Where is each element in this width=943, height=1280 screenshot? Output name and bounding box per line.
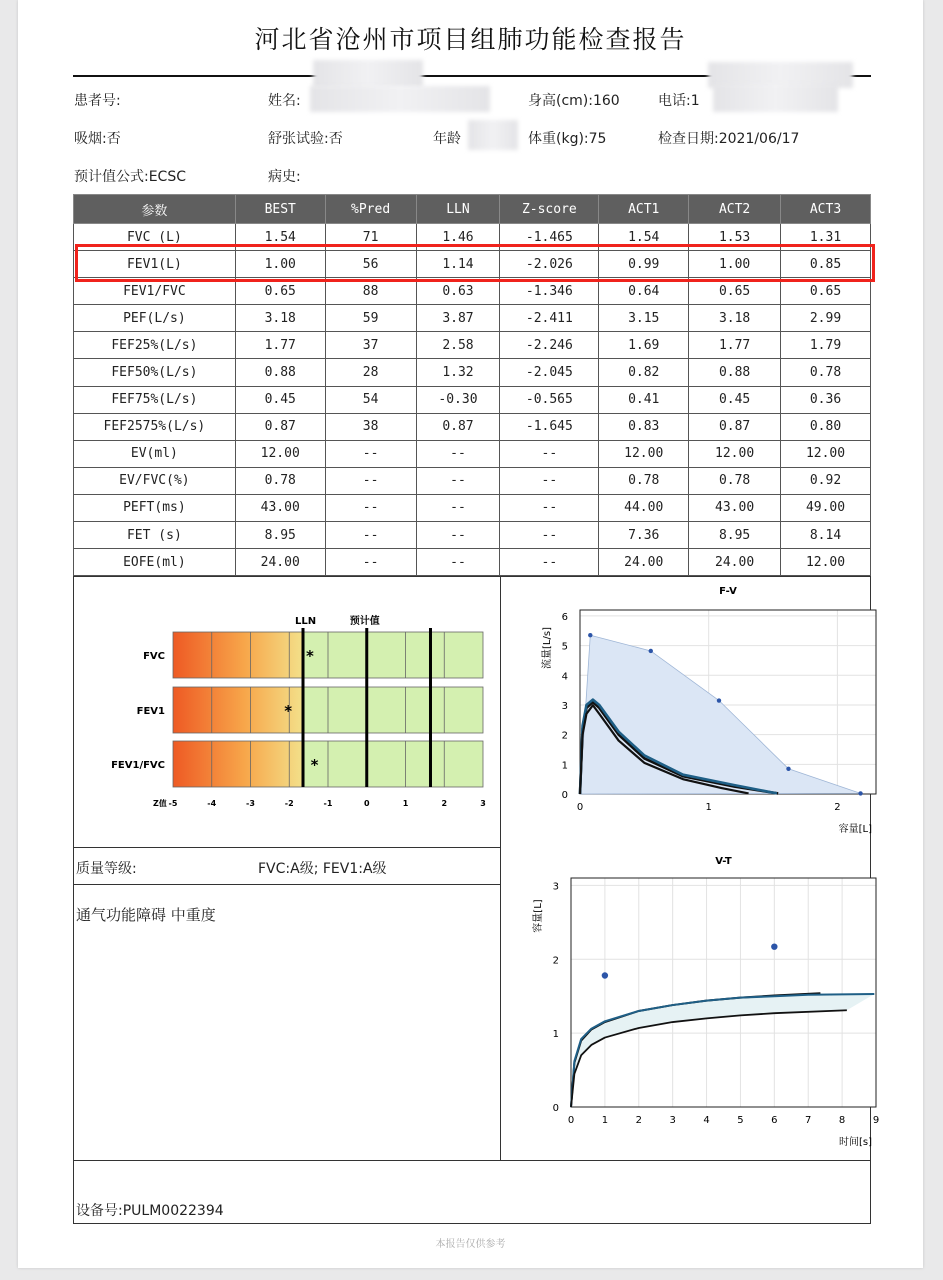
- table-cell: 1.77: [689, 332, 781, 359]
- zscore-marker: *: [310, 756, 319, 774]
- table-cell: 54: [325, 386, 416, 413]
- table-cell: 1.53: [689, 224, 781, 251]
- table-cell: 0.64: [599, 278, 689, 305]
- table-header-cell: %Pred: [325, 195, 416, 224]
- table-cell: --: [325, 522, 416, 549]
- redaction-blur: [468, 120, 518, 150]
- y-tick-label: 3: [552, 881, 559, 893]
- table-cell: --: [416, 522, 500, 549]
- table-cell: 71: [325, 224, 416, 251]
- table-cell: 0.82: [599, 359, 689, 386]
- predicted-point: [717, 698, 721, 702]
- table-cell: 2.99: [781, 305, 871, 332]
- parameter-name-cell: EV(ml): [74, 440, 236, 467]
- predicted-point: [858, 791, 862, 795]
- table-cell: 28: [325, 359, 416, 386]
- table-cell: 59: [325, 305, 416, 332]
- name-label: 姓名:: [268, 93, 301, 109]
- table-row: [74, 332, 871, 359]
- zscore-band-normal: [303, 687, 483, 733]
- x-tick-label: 6: [771, 1115, 778, 1126]
- x-tick-label: 0: [576, 802, 584, 813]
- x-tick-label: 4: [703, 1115, 710, 1126]
- y-tick-label: 1: [561, 760, 568, 772]
- table-cell: --: [416, 549, 500, 576]
- table-cell: -2.411: [500, 305, 599, 332]
- zscore-tick-label: -1: [323, 799, 333, 808]
- predicted-point: [602, 972, 608, 978]
- zscore-marker: *: [284, 702, 293, 720]
- table-cell: 0.65: [689, 278, 781, 305]
- zscore-row-label: FEV1: [136, 706, 165, 717]
- table-cell: --: [500, 467, 599, 494]
- table-header-cell: 参数: [74, 195, 236, 224]
- table-cell: 1.32: [416, 359, 500, 386]
- table-cell: 43.00: [235, 494, 325, 521]
- table-cell: 0.99: [599, 251, 689, 278]
- redaction-blur: [310, 86, 490, 112]
- x-tick-label: 2: [834, 802, 841, 813]
- table-cell: 1.69: [599, 332, 689, 359]
- lln-label: LLN: [295, 616, 317, 627]
- x-tick-label: 1: [705, 802, 712, 813]
- x-tick-label: 3: [669, 1115, 676, 1126]
- device-id: 设备号:PULM0022394: [76, 1203, 224, 1219]
- table-cell: --: [500, 440, 599, 467]
- table-cell: 1.54: [599, 224, 689, 251]
- table-cell: 8.14: [781, 522, 871, 549]
- table-cell: --: [325, 440, 416, 467]
- table-cell: -2.026: [500, 251, 599, 278]
- highlight-box: [75, 244, 875, 282]
- zscore-tick-label: 0: [363, 799, 370, 808]
- conclusion-panel: [73, 884, 501, 1161]
- x-tick-label: 9: [872, 1115, 880, 1126]
- table-cell: --: [500, 549, 599, 576]
- parameter-name-cell: FEV1/FVC: [74, 278, 236, 305]
- predicted-point: [786, 767, 790, 771]
- table-cell: -2.045: [500, 359, 599, 386]
- table-cell: 0.78: [689, 467, 781, 494]
- zscore-tick-label: 3: [480, 799, 486, 808]
- table-cell: 24.00: [689, 549, 781, 576]
- table-cell: 8.95: [235, 522, 325, 549]
- table-cell: 12.00: [599, 440, 689, 467]
- table-row: [74, 494, 871, 521]
- table-cell: 1.00: [689, 251, 781, 278]
- quality-value: FVC:A级; FEV1:A级: [258, 861, 387, 877]
- table-cell: 0.65: [235, 278, 325, 305]
- parameter-name-cell: FEF25%(L/s): [74, 332, 236, 359]
- table-cell: 1.14: [416, 251, 500, 278]
- table-cell: 2.58: [416, 332, 500, 359]
- table-cell: 7.36: [599, 522, 689, 549]
- table-cell: 37: [325, 332, 416, 359]
- y-tick-label: 1: [552, 1029, 559, 1041]
- y-tick-label: 2: [561, 730, 568, 742]
- table-cell: 0.87: [416, 413, 500, 440]
- zscore-tick-label: 2: [441, 799, 448, 808]
- table-cell: 0.41: [599, 386, 689, 413]
- zscore-tick-label: -3: [246, 799, 255, 808]
- y-tick-label: 0: [561, 790, 568, 801]
- table-row: [74, 413, 871, 440]
- y-tick-label: 2: [552, 955, 559, 967]
- fv-chart: [502, 578, 872, 840]
- x-tick-label: 0: [567, 1115, 575, 1126]
- table-cell: 0.83: [599, 413, 689, 440]
- exam-date-field: 检查日期:2021/06/17: [658, 131, 800, 147]
- table-cell: 3.18: [689, 305, 781, 332]
- table-header-row: [74, 195, 871, 224]
- x-tick-label: 5: [737, 1115, 744, 1126]
- table-header-cell: Z-score: [500, 195, 599, 224]
- chart-title: F-V: [719, 586, 737, 597]
- table-cell: 0.45: [235, 386, 325, 413]
- table-row: [74, 440, 871, 467]
- table-header-cell: ACT3: [781, 195, 871, 224]
- quality-label: 质量等级:: [76, 861, 137, 877]
- x-tick-label: 7: [805, 1115, 812, 1126]
- vt-chart: [502, 848, 880, 1154]
- table-cell: --: [416, 440, 500, 467]
- table-cell: 38: [325, 413, 416, 440]
- table-cell: 56: [325, 251, 416, 278]
- x-tick-label: 2: [635, 1115, 642, 1126]
- table-cell: -0.30: [416, 386, 500, 413]
- predicted-point: [771, 944, 777, 950]
- table-cell: --: [325, 494, 416, 521]
- table-row: [74, 305, 871, 332]
- table-header-cell: LLN: [416, 195, 500, 224]
- table-cell: -2.246: [500, 332, 599, 359]
- table-cell: 0.78: [781, 359, 871, 386]
- table-cell: --: [325, 467, 416, 494]
- zscore-band-abnormal: [173, 632, 303, 678]
- footer-note: 本报告仅供参考: [435, 1239, 506, 1250]
- table-cell: 0.88: [235, 359, 325, 386]
- table-cell: 0.36: [781, 386, 871, 413]
- table-cell: 24.00: [599, 549, 689, 576]
- table-cell: 1.00: [235, 251, 325, 278]
- parameter-name-cell: FVC (L): [74, 224, 236, 251]
- history-label: 病史:: [268, 169, 301, 185]
- pred-label: 预计值: [349, 616, 380, 627]
- table-row: [74, 359, 871, 386]
- table-cell: 3.87: [416, 305, 500, 332]
- parameter-name-cell: PEF(L/s): [74, 305, 236, 332]
- zscore-tick-label: -4: [207, 799, 217, 808]
- parameter-name-cell: PEFT(ms): [74, 494, 236, 521]
- formula-field: 预计值公式:ECSC: [74, 169, 186, 185]
- table-cell: -1.465: [500, 224, 599, 251]
- table-cell: 44.00: [599, 494, 689, 521]
- table-cell: -1.346: [500, 278, 599, 305]
- predicted-point: [588, 633, 592, 637]
- table-cell: -1.645: [500, 413, 599, 440]
- table-cell: 0.85: [781, 251, 871, 278]
- table-cell: 0.87: [689, 413, 781, 440]
- table-cell: 1.77: [235, 332, 325, 359]
- table-cell: 43.00: [689, 494, 781, 521]
- parameter-name-cell: EV/FVC(%): [74, 467, 236, 494]
- zscore-band-normal: [303, 741, 483, 787]
- y-tick-label: 6: [561, 611, 568, 623]
- table-cell: --: [416, 494, 500, 521]
- table-cell: 1.54: [235, 224, 325, 251]
- table-cell: 1.79: [781, 332, 871, 359]
- report-page: [18, 0, 923, 1268]
- zscore-tick-label: -5: [168, 799, 178, 808]
- table-cell: --: [325, 549, 416, 576]
- y-tick-label: 4: [561, 671, 568, 683]
- parameter-name-cell: FEF75%(L/s): [74, 386, 236, 413]
- table-cell: 12.00: [781, 440, 871, 467]
- table-row: [74, 522, 871, 549]
- chart-title: V-T: [715, 856, 732, 867]
- plot-area: [571, 878, 876, 1107]
- y-tick-label: 3: [561, 700, 568, 712]
- table-header-cell: ACT1: [599, 195, 689, 224]
- bronchodilator-field: 舒张试验:否: [268, 131, 343, 147]
- smoking-field: 吸烟:否: [74, 131, 121, 147]
- table-cell: 3.18: [235, 305, 325, 332]
- parameter-name-cell: EOFE(ml): [74, 549, 236, 576]
- table-cell: 1.46: [416, 224, 500, 251]
- redaction-blur: [713, 84, 838, 112]
- table-cell: 12.00: [235, 440, 325, 467]
- table-cell: --: [500, 494, 599, 521]
- table-cell: 12.00: [689, 440, 781, 467]
- table-cell: 3.15: [599, 305, 689, 332]
- table-row: [74, 549, 871, 576]
- report-title: 河北省沧州市项目组肺功能检查报告: [254, 25, 687, 54]
- patient-no-label: 患者号:: [74, 93, 121, 109]
- zscore-row-label: FEV1/FVC: [111, 760, 165, 771]
- table-cell: 0.88: [689, 359, 781, 386]
- table-cell: 8.95: [689, 522, 781, 549]
- age-label: 年龄: [433, 131, 461, 147]
- table-cell: 0.80: [781, 413, 871, 440]
- phone-label: 电话:1: [658, 93, 700, 109]
- height-field: 身高(cm):160: [528, 93, 620, 109]
- predicted-point: [649, 649, 653, 653]
- table-cell: --: [500, 522, 599, 549]
- table-cell: 0.92: [781, 467, 871, 494]
- table-cell: 0.87: [235, 413, 325, 440]
- weight-field: 体重(kg):75: [528, 131, 607, 147]
- x-axis-label: 容量[L]: [838, 824, 872, 835]
- table-cell: 0.63: [416, 278, 500, 305]
- table-cell: 49.00: [781, 494, 871, 521]
- zscore-chart: [78, 600, 498, 830]
- table-cell: 12.00: [781, 549, 871, 576]
- conclusion-text: 通气功能障碍 中重度: [76, 906, 216, 924]
- zscore-band-normal: [303, 632, 483, 678]
- table-cell: 88: [325, 278, 416, 305]
- table-cell: 24.00: [235, 549, 325, 576]
- zscore-marker: *: [305, 647, 314, 665]
- table-cell: 0.45: [689, 386, 781, 413]
- table-cell: -0.565: [500, 386, 599, 413]
- table-row: [74, 467, 871, 494]
- zscore-tick-label: 1: [402, 799, 409, 808]
- table-cell: 0.78: [599, 467, 689, 494]
- zscore-band-abnormal: [173, 741, 303, 787]
- zscore-row-label: FVC: [143, 651, 165, 662]
- x-axis-label: 时间[s]: [838, 1137, 872, 1148]
- table-cell: 0.78: [235, 467, 325, 494]
- parameter-name-cell: FEF2575%(L/s): [74, 413, 236, 440]
- x-tick-label: 8: [838, 1115, 846, 1126]
- parameter-name-cell: FET (s): [74, 522, 236, 549]
- table-row: [74, 386, 871, 413]
- table-cell: --: [416, 467, 500, 494]
- x-tick-label: 1: [601, 1115, 609, 1126]
- y-axis-label: 容量[L]: [533, 899, 544, 933]
- table-cell: 1.31: [781, 224, 871, 251]
- parameter-name-cell: FEV1(L): [74, 251, 236, 278]
- table-header-cell: BEST: [235, 195, 325, 224]
- y-axis-label: 流量[L/s]: [542, 627, 553, 669]
- table-cell: 0.65: [781, 278, 871, 305]
- zscore-axis-label: Z值: [153, 799, 167, 808]
- y-tick-label: 5: [561, 641, 568, 653]
- zscore-tick-label: -2: [284, 799, 294, 808]
- table-header-cell: ACT2: [689, 195, 781, 224]
- redaction-blur: [313, 60, 423, 88]
- y-tick-label: 0: [552, 1103, 559, 1114]
- parameter-name-cell: FEF50%(L/s): [74, 359, 236, 386]
